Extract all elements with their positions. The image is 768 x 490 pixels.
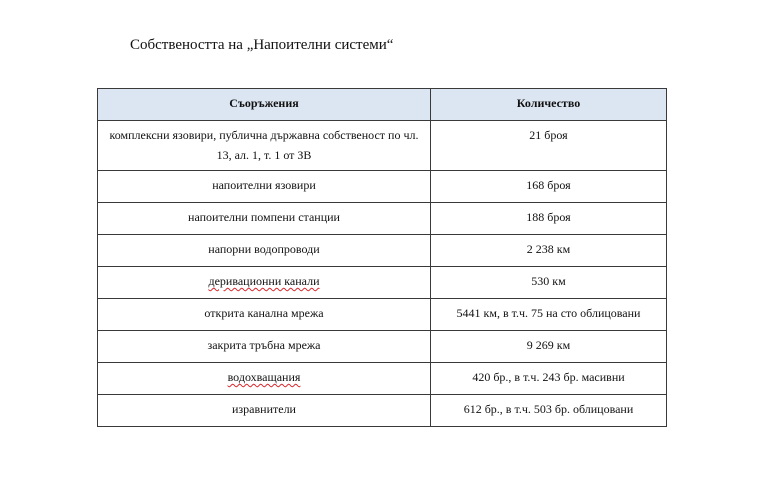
facility-cell: открита канална мрежа [98, 299, 431, 331]
header-quantity: Количество [431, 89, 667, 121]
table-row [98, 331, 667, 363]
facility-cell: напоителни помпени станции [98, 203, 431, 235]
facilities-table [97, 88, 667, 427]
quantity-cell: 612 бр., в т.ч. 503 бр. облицовани [431, 395, 667, 427]
table-header-row [98, 89, 667, 121]
table-row [98, 363, 667, 395]
table-row [98, 203, 667, 235]
facility-cell: напоителни язовири [98, 171, 431, 203]
facility-cell [98, 267, 431, 299]
facility-cell: закрита тръбна мрежа [98, 331, 431, 363]
facility-cell: комплексни язовири, публична държавна собственост по чл. 13, ал. 1, т. 1 от ЗВ [98, 121, 431, 171]
table-row [98, 121, 667, 171]
table-row [98, 235, 667, 267]
spellcheck-flagged-text: водохващания [227, 370, 301, 384]
table-row [98, 267, 667, 299]
facility-cell: напорни водопроводи [98, 235, 431, 267]
header-facilities: Съоръжения [98, 89, 431, 121]
facility-cell [98, 363, 431, 395]
quantity-cell: 2 238 км [431, 235, 667, 267]
quantity-cell: 168 броя [431, 171, 667, 203]
quantity-cell: 5441 км, в т.ч. 75 на сто облицовани [431, 299, 667, 331]
spellcheck-flagged-text: деривационни канали [208, 274, 320, 288]
quantity-cell: 420 бр., в т.ч. 243 бр. масивни [431, 363, 667, 395]
facility-cell: изравнители [98, 395, 431, 427]
quantity-cell: 188 броя [431, 203, 667, 235]
table-row [98, 395, 667, 427]
quantity-cell: 9 269 км [431, 331, 667, 363]
quantity-cell: 530 км [431, 267, 667, 299]
table-row [98, 299, 667, 331]
quantity-cell: 21 броя [431, 121, 667, 171]
document-title: Собствеността на „Напоителни системи“ [130, 37, 394, 53]
table-row [98, 171, 667, 203]
